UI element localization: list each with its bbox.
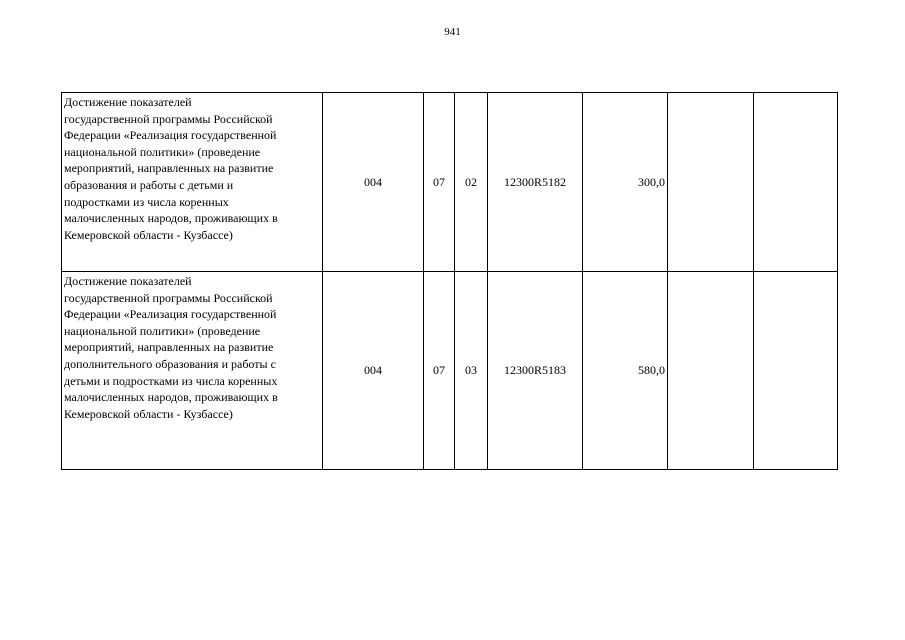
target-item-code-cell: 12300R5183: [488, 272, 583, 470]
page-number: 941: [444, 26, 461, 38]
budget-table: [61, 92, 838, 470]
section-code-cell: 07: [424, 93, 455, 272]
subsection-code-cell: 02: [455, 93, 488, 272]
target-item-code-cell: 12300R5182: [488, 93, 583, 272]
empty-cell: [754, 93, 838, 272]
ved-code-cell: 004: [323, 272, 424, 470]
empty-cell: [668, 272, 754, 470]
table-row: [62, 272, 838, 470]
amount-cell: 580,0: [583, 272, 668, 470]
table-row: [62, 93, 838, 272]
item-name-cell: Достижение показателей государственной программы Российской Федерации «Реализация государственной национальной политики» (проведение мероприятий, направленных на развитие образования и работы с детьми и подростками из числа коренных малочисленных народов, проживающих в Кемеровской области - Кузбассе): [62, 93, 323, 272]
ved-code-cell: 004: [323, 93, 424, 272]
item-name-cell: Достижение показателей государственной программы Российской Федерации «Реализация государственной национальной политики» (проведение мероприятий, направленных на развитие дополнительного образования и работы с детьми и подростками из числа коренных малочисленных народов, проживающих в Кемеровской области - Кузбассе): [62, 272, 323, 470]
empty-cell: [668, 93, 754, 272]
amount-cell: 300,0: [583, 93, 668, 272]
subsection-code-cell: 03: [455, 272, 488, 470]
section-code-cell: 07: [424, 272, 455, 470]
empty-cell: [754, 272, 838, 470]
